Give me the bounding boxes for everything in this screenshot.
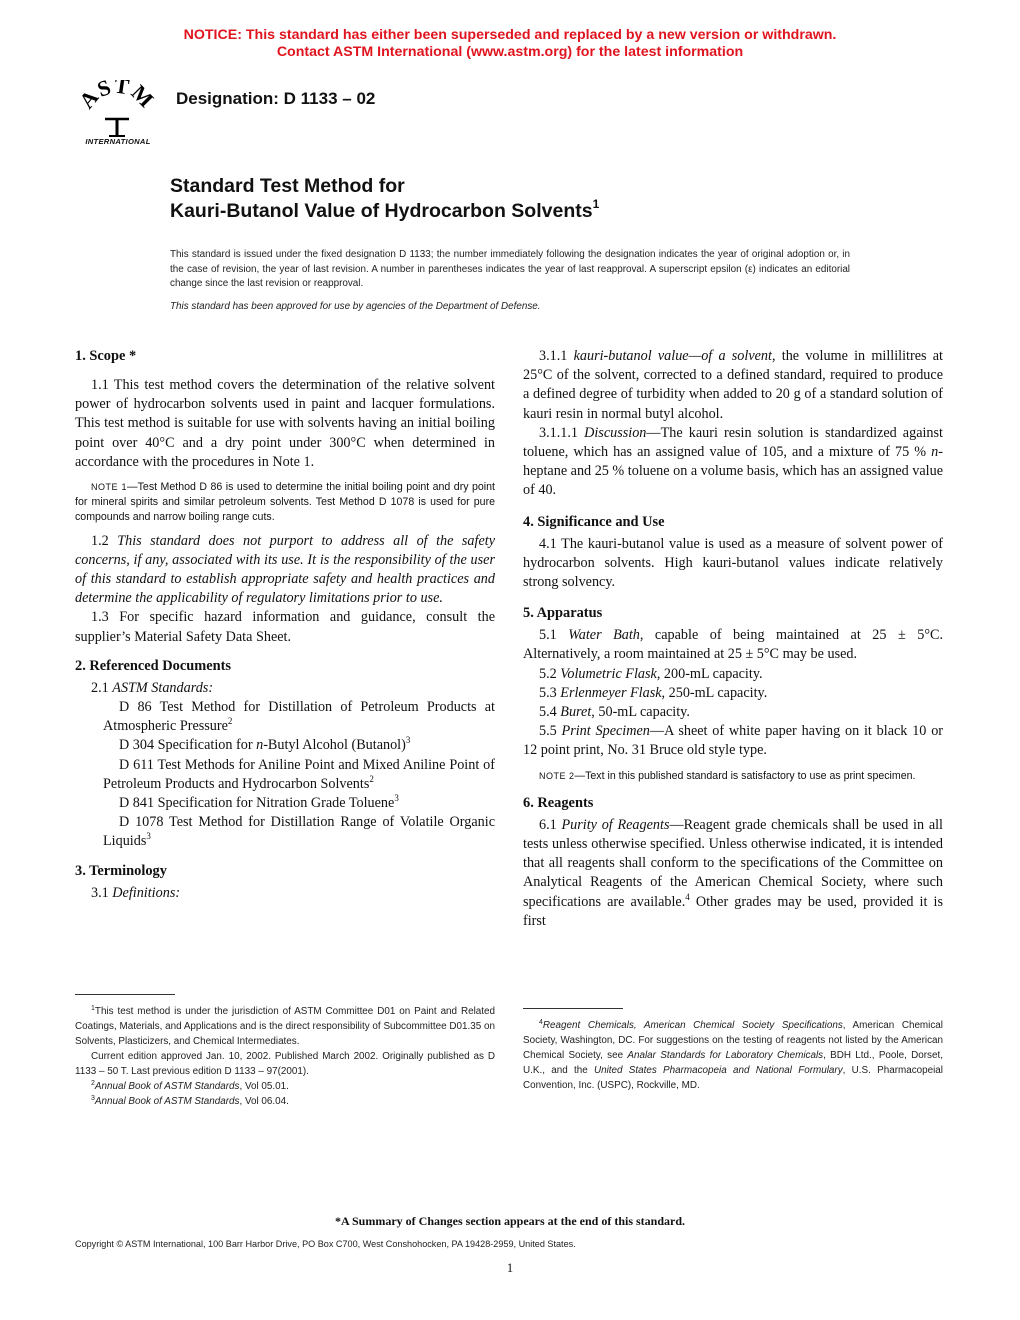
left-column — [75, 347, 495, 903]
footnotes-right — [523, 1018, 943, 1093]
reference-d1078: D 1078 Test Method for Distillation Range of Volatile Organic Liquids$^3$ — [103, 814, 495, 850]
paragraph-1-3: 1.3 For specific hazard information and guidance, consult the supplier’s Material Safety Data Sheet. — [75, 609, 495, 645]
footnote-1-edition: Current edition approved Jan. 10, 2002. Published March 2002. Originally published as D 1133 – 50 T. Last previous edition D 1133 – 97(2001). — [75, 1051, 495, 1077]
logo-subtitle: INTERNATIONAL — [85, 137, 151, 146]
footnote-4: $^4$Reagent Chemicals, American Chemical Society Specifications, American Chemical Society, Washington, DC. For suggestions on the testing of reagents not listed by the American Chemical Society, see Analar Standards for Laboratory Chemicals, BDH Ltd., Poole, Dorset, U.K., and the United States Pharmacopeia and National Formulary, U.S. Pharmacopeial Convention, Inc. (USPC), Rockville, MD. — [523, 1019, 943, 1091]
astm-logo — [74, 80, 160, 150]
footnote-3: $^3$Annual Book of ASTM Standards, Vol 06.04. — [91, 1095, 289, 1107]
reference-d841: D 841 Specification for Nitration Grade Toluene$^3$ — [119, 793, 399, 812]
summary-of-changes-notice: *A Summary of Changes section appears at the end of this standard. — [334, 1214, 686, 1228]
paragraph-3-1: 3.1 Definitions: — [91, 884, 181, 901]
note-1: NOTE 1—Test Method D 86 is used to determine the initial boiling point and dry point for mineral spirits and similar petroleum solvents. Test Method D 1078 is used for pure compounds and narrow boiling range cuts. — [75, 481, 495, 524]
footnotes-left — [75, 1004, 495, 1109]
section-4-heading: 4. Significance and Use — [523, 513, 665, 530]
title-line-2: Kauri-Butanol Value of Hydrocarbon Solvents$^1$ — [170, 197, 600, 222]
section-1-heading: 1. Scope * — [75, 348, 137, 364]
paragraph-6-1: 6.1 Purity of Reagents—Reagent grade chemicals shall be used in all tests unless otherwise specified. Unless otherwise indicated, it is intended that all reagents shall conform to the specifications of the Committee on Analytical Reagents of the American Chemical Society, where such specifications are available.$^4$ Other grades may be used, provided it is first — [523, 816, 943, 929]
notice-line-2: Contact ASTM International (www.astm.org) for the latest information — [276, 44, 744, 60]
reference-d86: D 86 Test Method for Distillation of Petroleum Products at Atmospheric Pressure$^2$ — [103, 699, 495, 735]
paragraph-1-2: 1.2 This standard does not purport to address all of the safety concerns, if any, associated with its use. It is the responsibility of the user of this standard to establish appropriate safety and health practices and determine the applicability of regulatory limitations prior to use. — [75, 532, 495, 607]
note-2: NOTE 2—Text in this published standard is satisfactory to use as print specimen. — [539, 769, 916, 782]
paragraph-4-1: 4.1 The kauri-butanol value is used as a measure of solvent power of hydrocarbon solvents. High kauri-butanol values indicate relatively strong solvency. — [523, 535, 943, 591]
designation: Designation: D 1133 – 02 — [176, 89, 376, 108]
item-5-3: 5.3 Erlenmeyer Flask, 250-mL capacity. — [539, 684, 768, 701]
discussion-3-1-1-1: 3.1.1.1 Discussion—The kauri resin solution is standardized against toluene, which has an assigned value of 105, and a mixture of 75 % n-heptane and 25 % toluene on a volume basis, which has an assigned value of 40. — [523, 424, 943, 499]
definition-3-1-1: 3.1.1 kauri-butanol value—of a solvent, the volume in millilitres at 25°C of the solvent, corrected to a defined standard, required to produce a defined degree of turbidity when added to 20 g of a standard solution of kauri resin in normal butyl alcohol. — [523, 348, 944, 422]
reference-d304: D 304 Specification for n-Butyl Alcohol (Butanol)$^3$ — [119, 735, 411, 754]
paragraph-1-1: 1.1 This test method covers the determination of the relative solvent power of hydrocarbon solvents used in paint and lacquer formulations. This test method is suitable for use with solvents having an initial boiling point over 40°C and a dry point under 300°C when determined in accordance with the procedures in Note 1. — [75, 377, 495, 470]
section-5-heading: 5. Apparatus — [523, 605, 603, 622]
document-title — [170, 174, 599, 224]
footnote-1: $^1$This test method is under the jurisdiction of ASTM Committee D01 on Paint and Related Coatings, Materials, and Applications and is the direct responsibility of Subcommittee D01.35 on Solvents, Plasticizers, and Chemical Intermediates. — [75, 1005, 495, 1047]
logo-text: ASTM — [74, 80, 160, 114]
reference-d611: D 611 Test Methods for Aniline Point and Mixed Aniline Point of Petroleum Products and Hydrocarbon Solvents$^2$ — [103, 756, 495, 792]
item-5-4: 5.4 Buret, 50-mL capacity. — [539, 704, 690, 721]
withdrawal-notice — [0, 27, 1020, 61]
page-number: 1 — [506, 1261, 514, 1275]
approval-statement: This standard has been approved for use by agencies of the Department of Defense. — [170, 301, 541, 312]
footnote-rule-left — [75, 994, 175, 995]
section-2-heading: 2. Referenced Documents — [75, 657, 231, 674]
notice-line-1: NOTICE: This standard has either been superseded and replaced by a new version or withdrawn. — [183, 27, 837, 43]
issued-statement: This standard is issued under the fixed designation D 1133; the number immediately following the designation indicates the year of original adoption or, in the case of revision, the year of last revision. A number in parentheses indicates the year of last reapproval. A superscript epsilon (ε) indicates an editorial change since the last revision or reapproval. — [170, 249, 850, 289]
footnote-2: $^2$Annual Book of ASTM Standards, Vol 05.01. — [91, 1080, 289, 1092]
section-6-heading: 6. Reagents — [523, 794, 594, 811]
section-3-heading: 3. Terminology — [75, 862, 167, 879]
paragraph-2-1: 2.1 ASTM Standards: — [91, 679, 214, 696]
right-column — [523, 347, 943, 931]
title-footnote-ref: 1 — [592, 197, 600, 211]
item-5-1: 5.1 Water Bath, capable of being maintained at 25 ± 5°C. Alternatively, a room maintained at 25 ± 5°C may be used. — [523, 627, 944, 663]
copyright: Copyright © ASTM International, 100 Barr Harbor Drive, PO Box C700, West Conshohocken, PA 19428-2959, United States. — [75, 1239, 576, 1249]
footnote-rule-right — [523, 1008, 623, 1009]
item-5-2: 5.2 Volumetric Flask, 200-mL capacity. — [539, 665, 763, 682]
title-line-1: Standard Test Method for — [170, 175, 405, 197]
item-5-5: 5.5 Print Specimen—A sheet of white paper having on it black 10 or 12 point print, No. 31 Bruce old style type. — [523, 723, 944, 759]
